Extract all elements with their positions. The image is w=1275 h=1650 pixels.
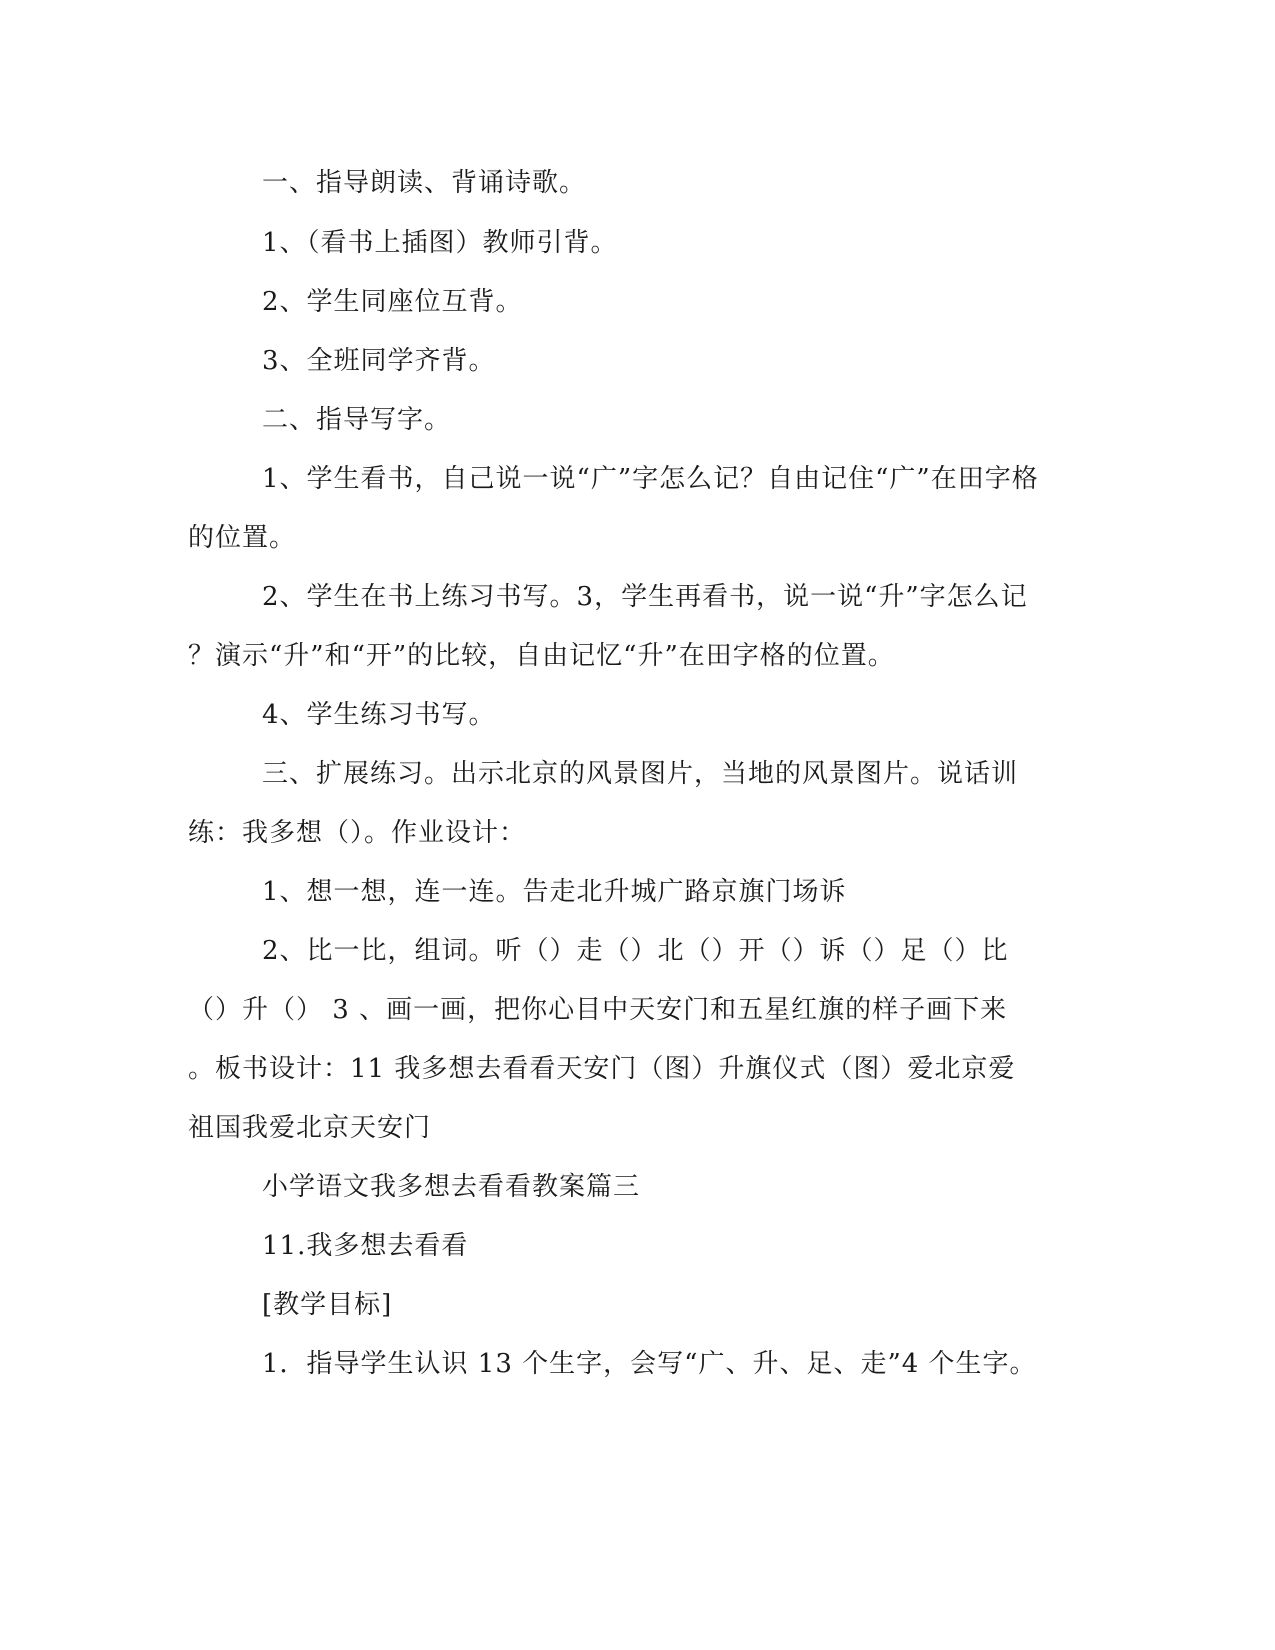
teaching-goals-heading: [教学目标] bbox=[262, 1290, 393, 1320]
paragraph-line: 2、学生在书上练习书写。3，学生再看书，说一说“升”字怎么记 bbox=[262, 582, 1028, 612]
section-title: 小学语文我多想去看看教案篇三 bbox=[262, 1172, 641, 1202]
paragraph-line: 4、学生练习书写。 bbox=[262, 700, 496, 730]
section-heading-writing: 二、指导写字。 bbox=[262, 405, 452, 435]
paragraph-line: 1、想一想，连一连。告走北升城广路京旗门场诉 bbox=[262, 877, 847, 907]
paragraph-line: 1、学生看书，自己说一说“广”字怎么记？自由记住“广”在田字格 bbox=[262, 464, 1039, 494]
section-heading-recite: 一、指导朗读、背诵诗歌。 bbox=[262, 168, 587, 198]
paragraph-line: 2、学生同座位互背。 bbox=[262, 287, 523, 317]
paragraph-line: 3、全班同学齐背。 bbox=[262, 346, 496, 376]
paragraph-line: （）升（） 3 、画一画，把你心目中天安门和五星红旗的样子画下来 bbox=[188, 995, 1008, 1025]
paragraph-line: 祖国我爱北京天安门 bbox=[188, 1113, 432, 1143]
paragraph-line: 1．指导学生认识 13 个生字，会写“广、升、足、走”4 个生字。 bbox=[262, 1349, 1037, 1379]
section-heading-extension: 三、扩展练习。出示北京的风景图片，当地的风景图片。说话训 bbox=[262, 759, 1019, 789]
paragraph-line: 练：我多想（）。作业设计： bbox=[188, 818, 527, 848]
paragraph-line: 1、（看书上插图）教师引背。 bbox=[262, 228, 618, 258]
paragraph-line: 2、比一比，组词。听（）走（）北（）开（）诉（）足（）比 bbox=[262, 936, 1009, 966]
lesson-title: 11.我多想去看看 bbox=[262, 1231, 469, 1261]
paragraph-line: 的位置。 bbox=[188, 523, 297, 553]
paragraph-line: 。板书设计：11 我多想去看看天安门（图）升旗仪式（图）爱北京爱 bbox=[188, 1054, 1016, 1084]
paragraph-line: ？演示“升”和“开”的比较，自由记忆“升”在田字格的位置。 bbox=[188, 641, 895, 671]
